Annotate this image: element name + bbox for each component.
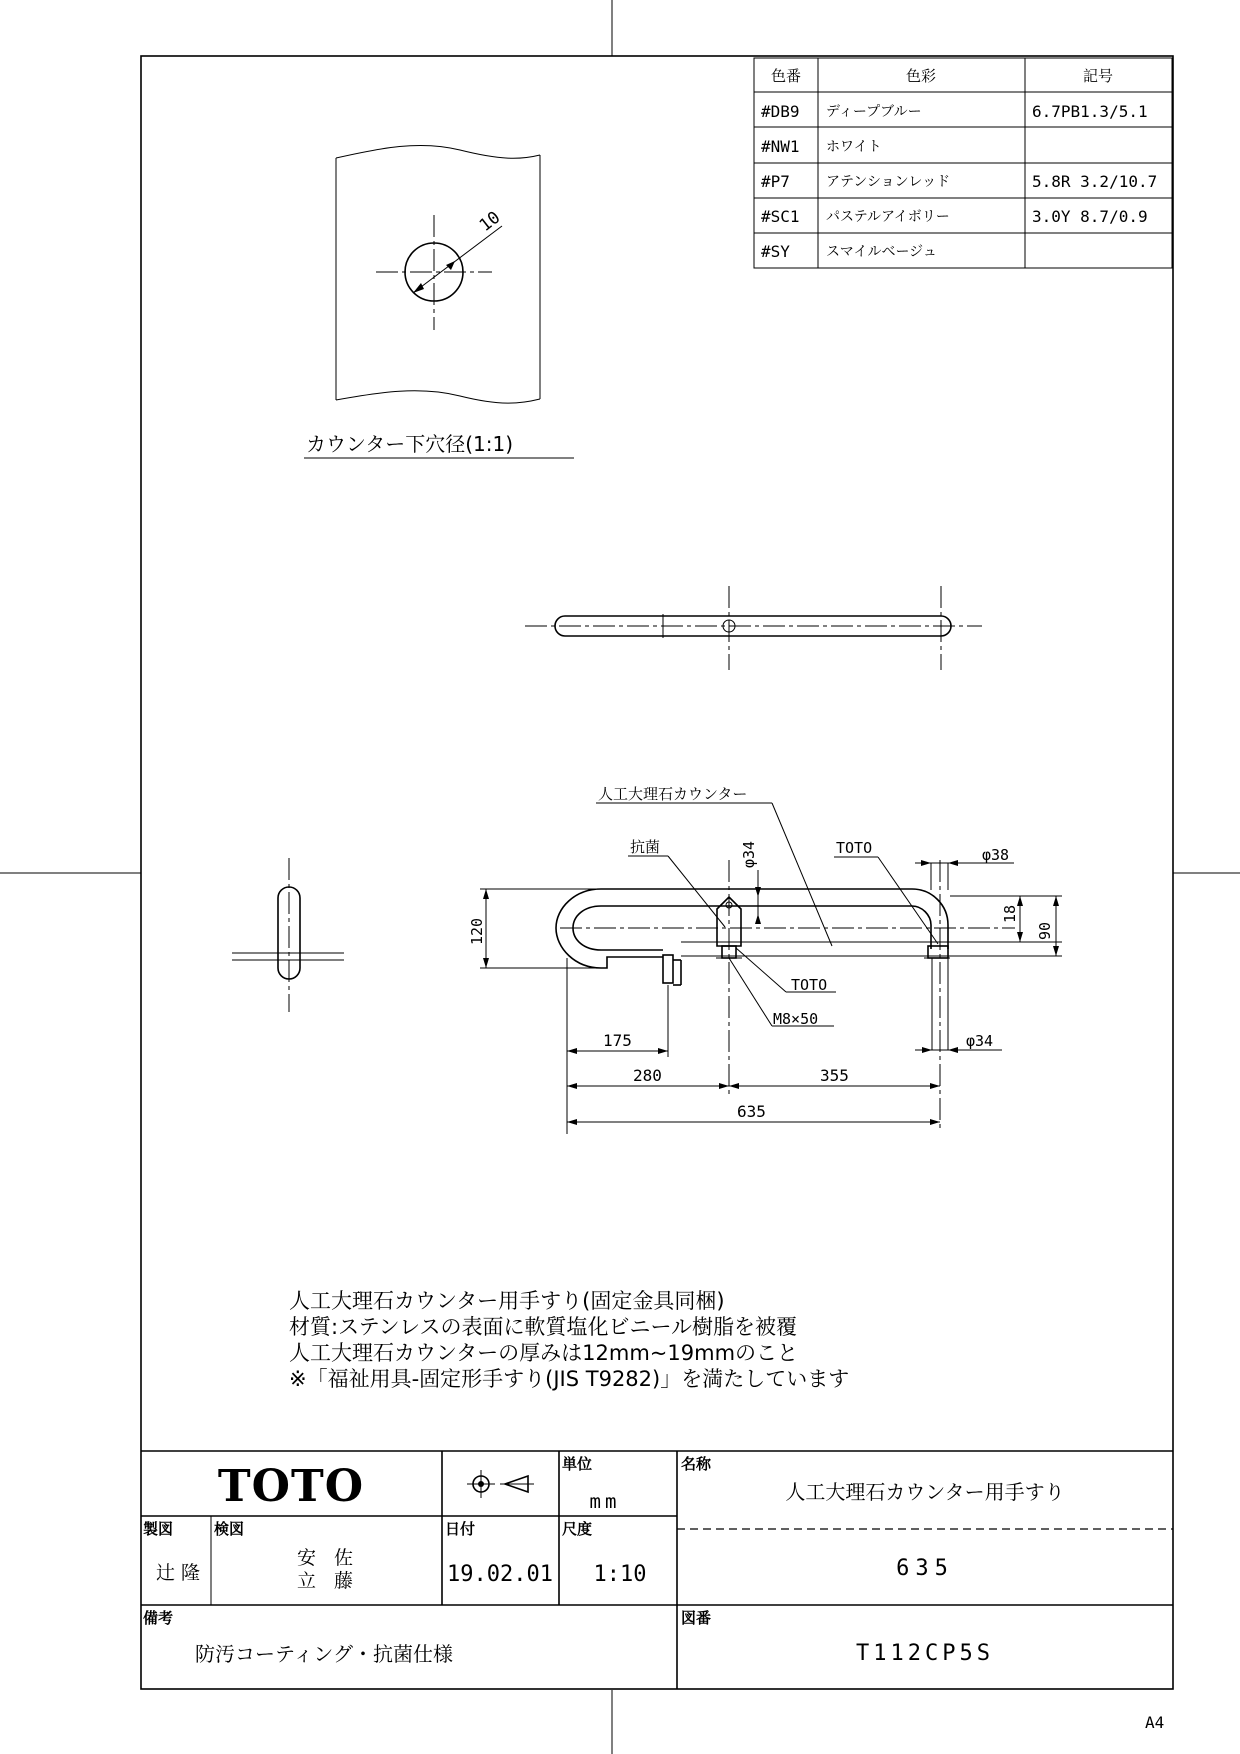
color-symbol-cell: 5.8R 3.2/10.7 [1032, 172, 1158, 191]
paper-size: A4 [1145, 1713, 1165, 1732]
check-value: 安 佐 [296, 1547, 360, 1569]
hole-diameter-dim: 10 [475, 207, 505, 236]
color-code-cell: #SY [761, 242, 790, 261]
title-block [141, 1451, 1173, 1689]
color-name-cell: パステルアイボリー [826, 209, 950, 225]
front-view [468, 785, 1062, 1134]
remarks-value: 防汚コーティング・抗菌仕様 [195, 1642, 453, 1666]
counter-label: 人工大理石カウンター [598, 785, 748, 803]
unit-value: mm [589, 1491, 621, 1513]
projection-symbol-icon [467, 1470, 534, 1498]
color-code-cell: #DB9 [761, 102, 800, 121]
toto-label-bottom: TOTO [791, 976, 828, 994]
dim-120: 120 [468, 917, 486, 945]
product-name: 人工大理石カウンター用手すり [785, 1480, 1065, 1504]
dim-phi34-top: φ34 [740, 840, 758, 868]
drawn-value: 辻 隆 [155, 1562, 201, 1584]
dim-280: 280 [633, 1066, 662, 1085]
drawing-no-label: 図番 [681, 1609, 712, 1627]
note-line: 材質:ステンレスの表面に軟質塩化ビニール樹脂を被覆 [289, 1315, 798, 1339]
color-table-header-code: 色番 [770, 67, 802, 85]
dim-355: 355 [820, 1066, 849, 1085]
color-table-header-symbol: 記号 [1082, 67, 1114, 85]
note-line: 人工大理石カウンター用手すり(固定金具同梱) [289, 1289, 725, 1313]
color-code-cell: #SC1 [761, 207, 800, 226]
hole-detail-caption: カウンター下穴径(1:1) [306, 432, 513, 456]
unit-label: 単位 [562, 1455, 593, 1473]
sheet-border [141, 56, 1173, 1689]
check-value: 立 藤 [296, 1570, 360, 1592]
color-name-cell: アテンションレッド [826, 174, 951, 190]
check-label: 検図 [214, 1520, 245, 1538]
note-line: ※「福祉用具-固定形手すり(JIS T9282)」を満たしています [289, 1367, 850, 1391]
notes [289, 1289, 849, 1391]
scale-label: 尺度 [562, 1520, 593, 1538]
remarks-label: 備考 [143, 1609, 174, 1627]
hole-detail [304, 145, 574, 458]
brand-logo: TOTO [217, 1461, 365, 1512]
top-view [525, 586, 982, 670]
date-label: 日付 [445, 1520, 476, 1538]
color-code-cell: #P7 [761, 172, 790, 191]
color-table [754, 58, 1172, 268]
note-line: 人工大理石カウンターの厚みは12mm~19mmのこと [289, 1341, 799, 1365]
scale-value: 1:10 [593, 1562, 647, 1587]
color-name-cell: スマイルベージュ [826, 244, 937, 260]
dim-phi38: φ38 [982, 846, 1010, 864]
color-name-cell: ホワイト [826, 139, 882, 155]
color-symbol-cell: 3.0Y 8.7/0.9 [1032, 207, 1148, 226]
color-table-header-color: 色彩 [905, 67, 937, 85]
name-label: 名称 [681, 1455, 712, 1473]
color-symbol-cell: 6.7PB1.3/5.1 [1032, 102, 1148, 121]
antibac-label: 抗菌 [630, 838, 661, 856]
dim-18: 18 [1001, 904, 1019, 923]
dim-635: 635 [737, 1102, 766, 1121]
date-value: 19.02.01 [447, 1562, 553, 1587]
dim-90: 90 [1036, 921, 1054, 940]
dim-phi34-bottom: φ34 [966, 1032, 994, 1050]
bolt-label: M8×50 [773, 1010, 819, 1028]
dim-175: 175 [603, 1031, 632, 1050]
drawing-no-value: T112CP5S [856, 1641, 994, 1666]
side-view [232, 858, 344, 1012]
drawn-label: 製図 [143, 1520, 174, 1538]
size-value: 635 [896, 1556, 954, 1581]
color-code-cell: #NW1 [761, 137, 800, 156]
color-name-cell: ディープブルー [826, 104, 922, 120]
toto-label-top: TOTO [836, 839, 873, 857]
